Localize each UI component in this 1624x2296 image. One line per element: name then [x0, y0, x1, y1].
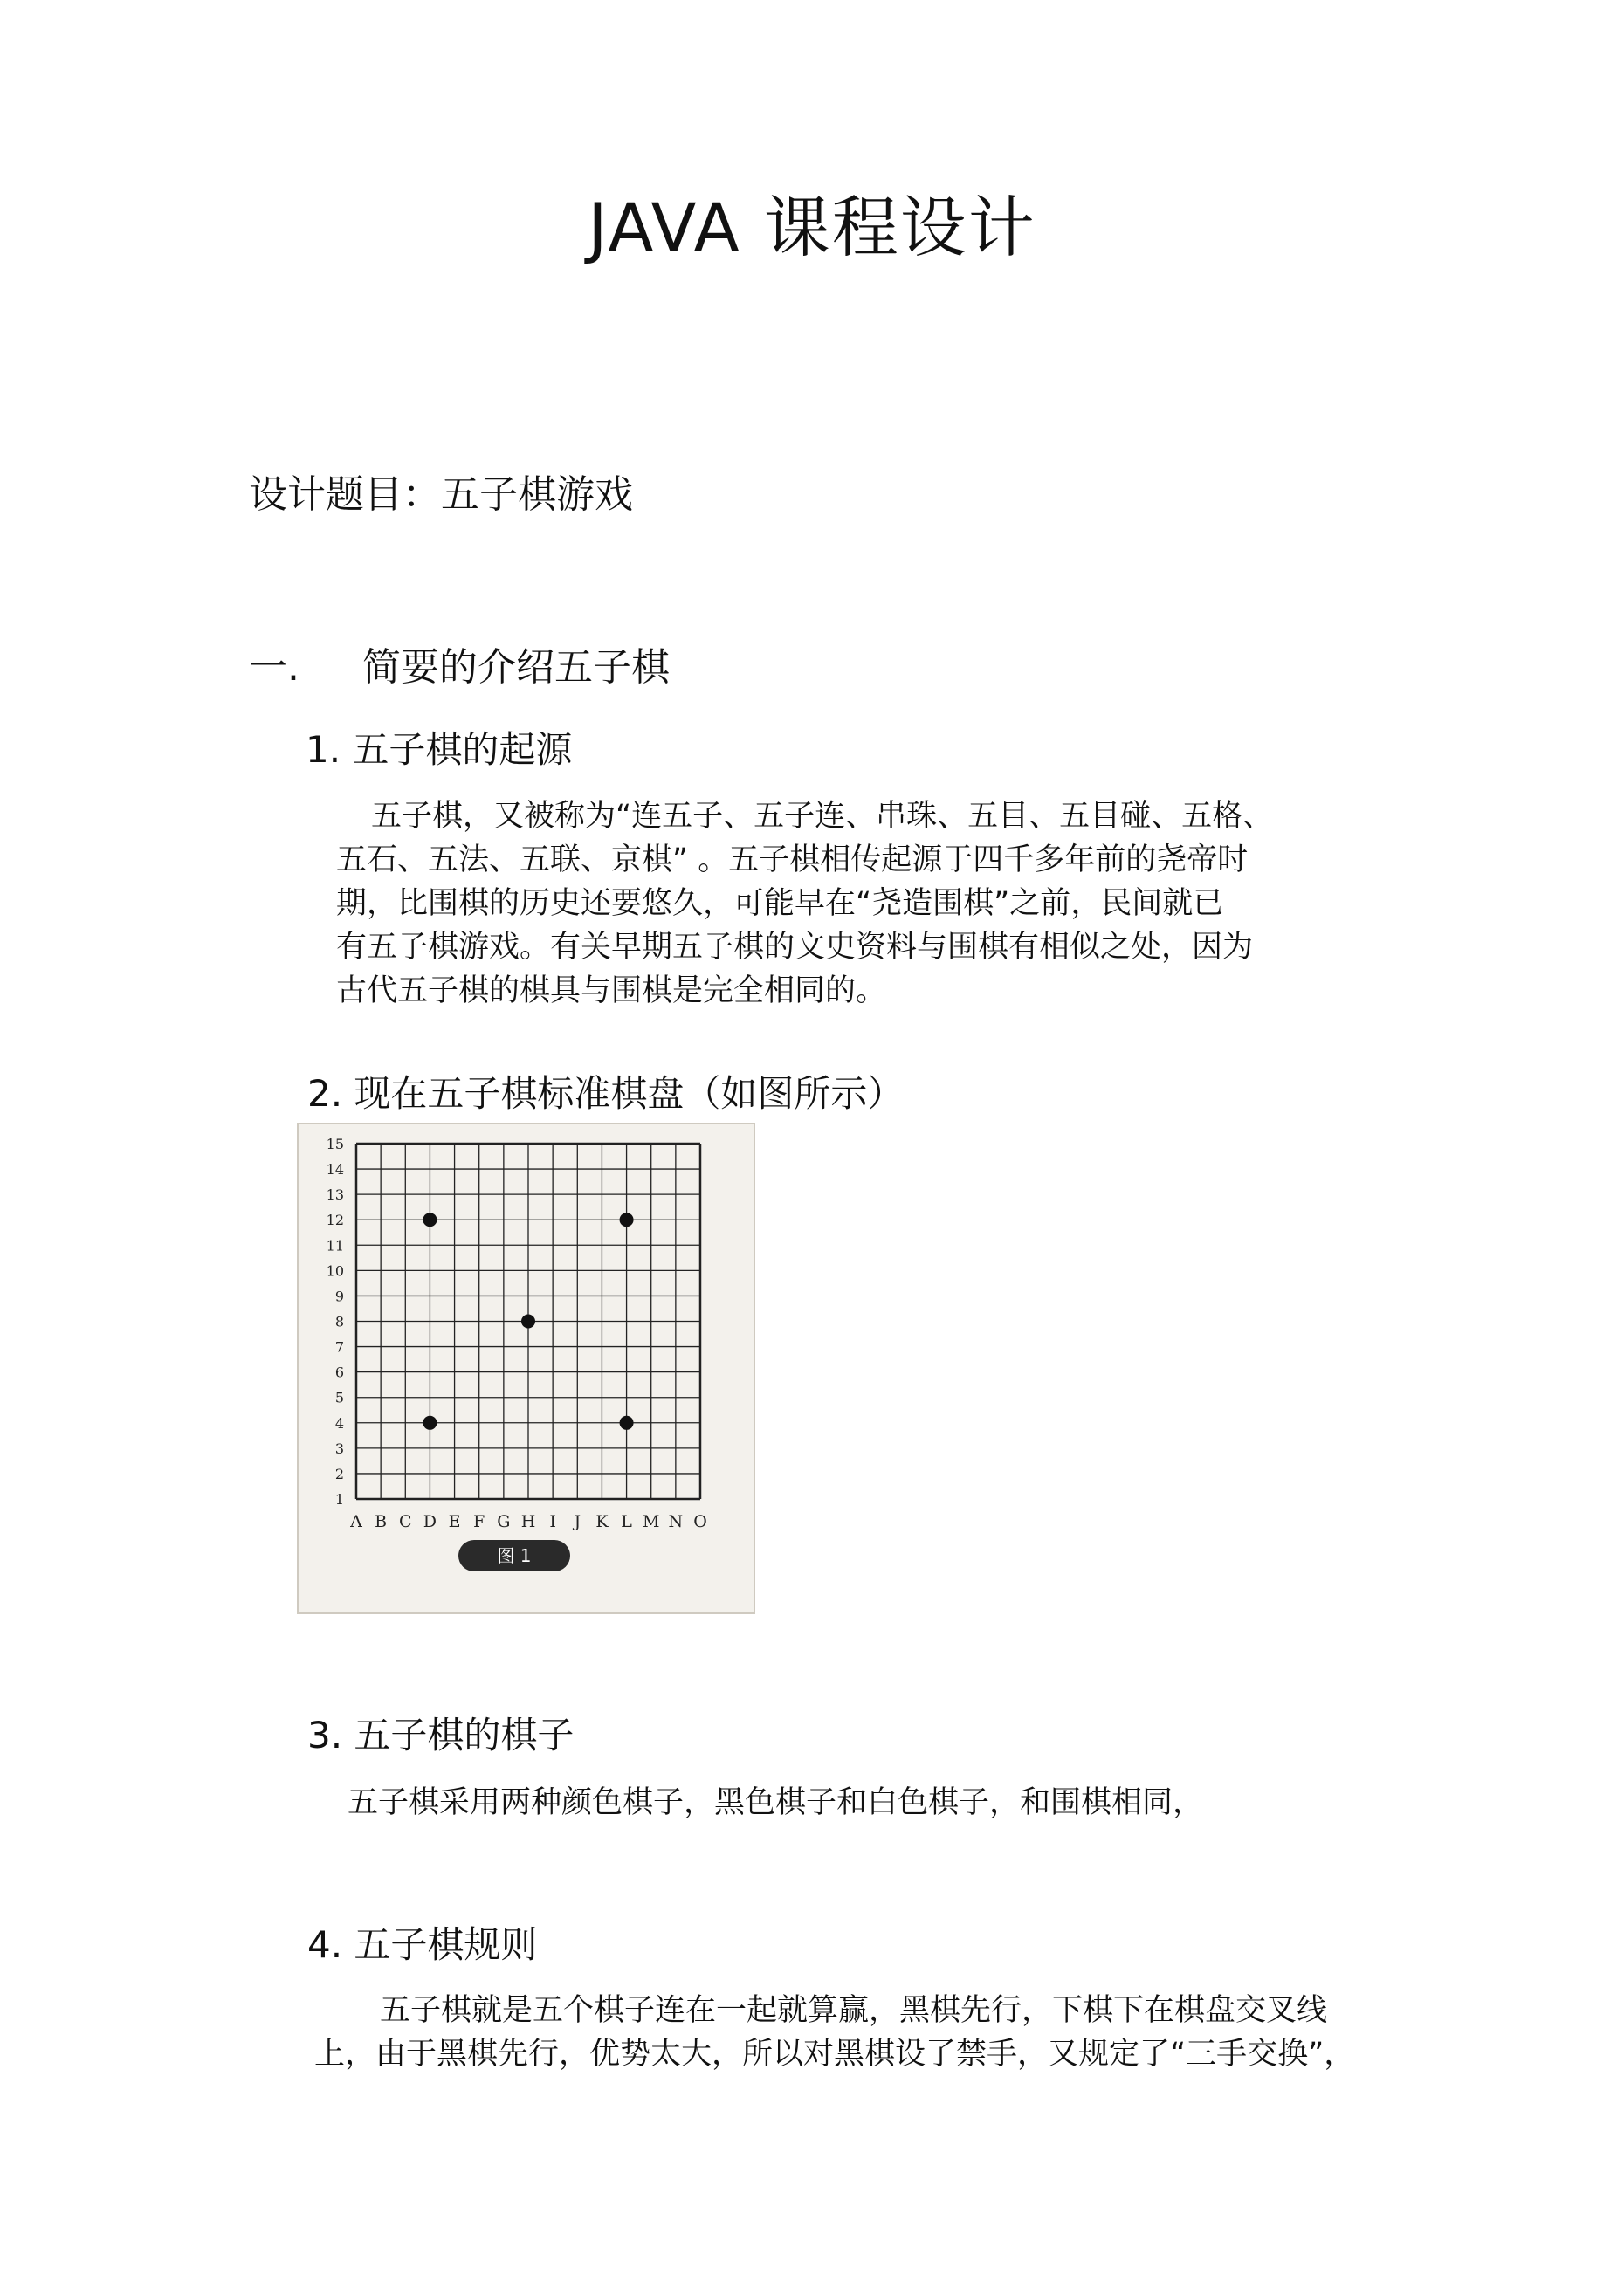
paragraph-line: 有五子棋游戏。有关早期五子棋的文史资料与围棋有相似之处，因为 — [336, 930, 1254, 965]
subsection-heading-rules: 4. 五子棋规则 — [307, 1923, 538, 1966]
row-label: 2 — [334, 1465, 344, 1482]
paragraph-rules — [314, 1989, 1354, 2076]
figure-caption: 图 1 — [497, 1545, 532, 1566]
star-point — [423, 1416, 437, 1430]
paragraph-line: 五子棋采用两种颜色棋子，黑色棋子和白色棋子，和围棋相同， — [348, 1785, 1204, 1820]
paragraph-origin — [336, 794, 1273, 1013]
column-label: J — [574, 1512, 581, 1531]
column-label: G — [497, 1512, 511, 1531]
row-label: 12 — [326, 1212, 344, 1229]
row-label: 3 — [334, 1440, 344, 1457]
subsection-heading-pieces: 3. 五子棋的棋子 — [307, 1714, 575, 1756]
board-diagram — [299, 1124, 757, 1616]
row-label: 9 — [334, 1288, 344, 1305]
row-label: 7 — [334, 1338, 344, 1356]
column-label: M — [642, 1512, 660, 1531]
row-label: 14 — [326, 1161, 344, 1179]
column-label: N — [668, 1512, 684, 1531]
row-label: 13 — [326, 1186, 344, 1204]
subsection-heading-origin: 1. 五子棋的起源 — [306, 728, 573, 771]
row-label: 4 — [334, 1414, 344, 1432]
section-title: 简要的介绍五子棋 — [362, 645, 670, 690]
paragraph-line: 期，比围棋的历史还要悠久，可能早在“尧造围棋”之前，民间就已 — [336, 886, 1224, 921]
star-point — [423, 1213, 437, 1227]
paragraph-line: 五子棋就是五个棋子连在一起就算赢，黑棋先行，下棋下在棋盘交叉线 — [380, 1993, 1328, 2028]
row-label: 8 — [334, 1313, 344, 1330]
paragraph-line: 五石、五法、五联、京棋” 。五子棋相传起源于四千多年前的尧帝时 — [336, 842, 1249, 877]
subsection-heading-board: 2. 现在五子棋标准棋盘（如图所示） — [307, 1072, 905, 1115]
column-label: C — [399, 1512, 412, 1531]
row-label: 10 — [326, 1262, 344, 1280]
column-label: O — [693, 1512, 707, 1531]
paragraph-line: 五子棋，又被称为“连五子、五子连、串珠、五目、五目碰、五格、 — [371, 799, 1274, 834]
column-label: K — [595, 1512, 609, 1531]
star-point — [620, 1213, 634, 1227]
column-label: L — [621, 1512, 632, 1531]
row-label: 11 — [326, 1237, 344, 1255]
column-label: F — [473, 1512, 485, 1531]
board-figure — [297, 1123, 755, 1614]
paragraph-line: 上，由于黑棋先行，优势太大，所以对黑棋设了禁手，又规定了“三手交换”， — [314, 2037, 1355, 2072]
column-label: E — [448, 1512, 461, 1531]
row-label: 6 — [334, 1364, 344, 1381]
column-label: B — [375, 1512, 388, 1531]
column-label: I — [549, 1512, 556, 1531]
row-label: 5 — [334, 1389, 344, 1406]
paragraph-pieces — [348, 1781, 1203, 1825]
column-label: A — [350, 1512, 362, 1531]
paragraph-line: 古代五子棋的棋具与围棋是完全相同的。 — [336, 973, 887, 1008]
row-label: 1 — [334, 1491, 344, 1508]
star-point — [620, 1416, 634, 1430]
design-topic: 设计题目：五子棋游戏 — [249, 472, 633, 517]
column-label: H — [520, 1512, 536, 1531]
section-number: 一. — [249, 645, 299, 690]
column-label: D — [423, 1512, 437, 1531]
star-point — [521, 1315, 535, 1329]
document-title: JAVA 课程设计 — [588, 189, 1036, 266]
row-label: 15 — [326, 1136, 344, 1152]
